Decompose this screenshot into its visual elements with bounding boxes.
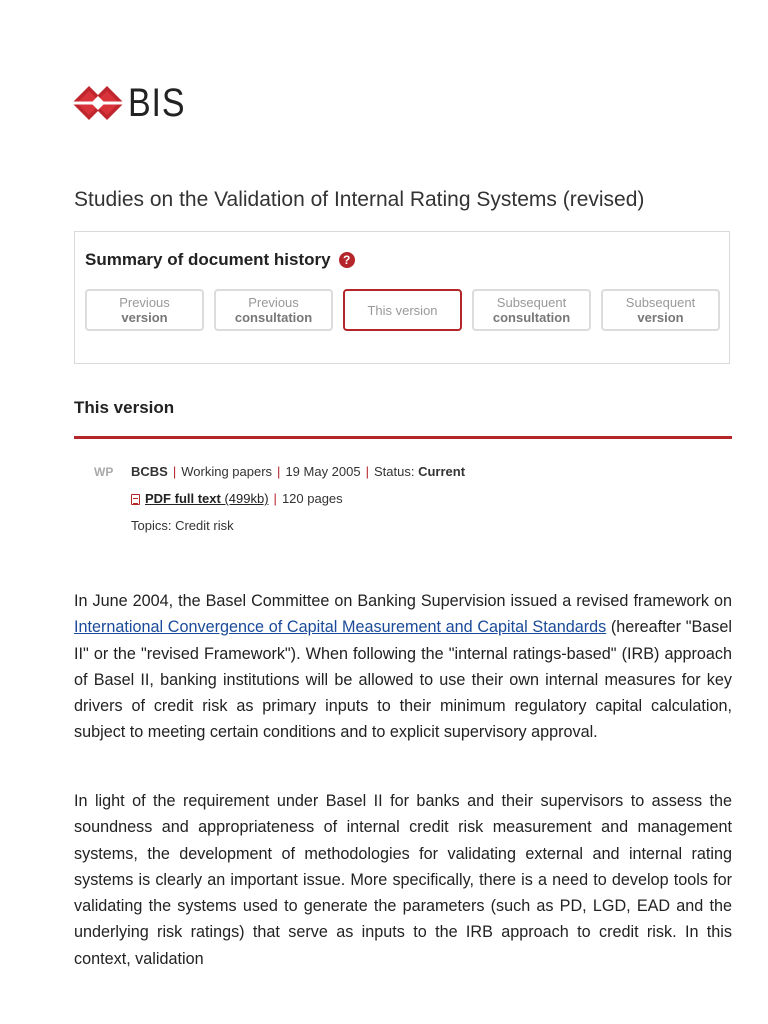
version-button-top: Previous: [248, 295, 299, 310]
separator: |: [365, 464, 369, 479]
version-button-top: This version: [367, 302, 438, 318]
version-button-bottom: consultation: [234, 310, 313, 325]
basel-framework-link[interactable]: International Convergence of Capital Measurement and Capital Standards: [74, 618, 607, 637]
bis-logo-text: BIS: [128, 81, 186, 125]
document-type-badge: WP: [94, 465, 114, 479]
meta-line-pdf: [131, 490, 611, 517]
status-label: Status:: [374, 464, 415, 479]
separator: |: [273, 491, 277, 506]
version-selector: [85, 289, 720, 331]
version-button-top: Subsequent: [625, 295, 696, 310]
page-count: 120 pages: [281, 491, 343, 506]
body-paragraph-1: [74, 588, 732, 746]
document-history-panel: [74, 231, 730, 364]
meta-line-topics: [131, 517, 611, 544]
version-button-bottom: version: [121, 310, 168, 325]
separator: |: [172, 464, 177, 479]
divider: [74, 436, 732, 439]
category[interactable]: Working papers: [181, 464, 273, 479]
version-button-bottom: version: [637, 310, 684, 325]
subsequent-version-button[interactable]: [601, 289, 720, 331]
publisher-link[interactable]: BCBS: [131, 464, 168, 479]
history-heading-label: Summary of document history: [85, 250, 331, 269]
help-icon[interactable]: ?: [339, 252, 355, 268]
previous-consultation-button[interactable]: [214, 289, 333, 331]
bis-logo-icon: [72, 86, 124, 120]
previous-version-button[interactable]: [85, 289, 204, 331]
pdf-download-link[interactable]: [145, 491, 269, 506]
version-button-top: Subsequent: [496, 295, 567, 310]
bis-logo[interactable]: [72, 81, 195, 125]
topics[interactable]: Topics: Credit risk: [131, 518, 234, 533]
version-button-bottom: consultation: [492, 310, 571, 325]
pdf-icon: [131, 494, 140, 505]
separator: |: [277, 464, 281, 479]
history-heading: [85, 250, 355, 270]
paragraph-text: (hereafter "Basel II" or the "revised Framework"). When following the "internal ratings-based" (IRB) approach of Basel II, banking institutions will be allowed to use their own internal measures for key drivers of credit risk as primary inputs to their minimum regulatory capital calculation, subject to meeting certain conditions and to explicit supervisory approval.: [74, 618, 732, 742]
pdf-size: (499kb): [224, 491, 269, 506]
version-button-top: Previous: [119, 295, 170, 310]
publication-date: 19 May 2005: [285, 464, 361, 479]
body-paragraph-2: In light of the requirement under Basel II for banks and their supervisors to assess the soundness and appropriateness of internal credit risk measurement and management systems, the development of methodologies for validating external and internal rating systems is clearly an important issue. More specifically, there is a need to develop tools for validating the systems used to generate the parameters (such as PD, LGD, EAD and the underlying risk ratings) that serve as inputs to the IRB approach to credit risk. In this context, validation: [74, 792, 732, 968]
paragraph-text: In June 2004, the Basel Committee on Banking Supervision issued a revised framework on: [74, 592, 732, 610]
section-heading: This version: [74, 398, 175, 417]
pdf-link-label: PDF full text: [145, 491, 221, 506]
meta-line-info: [131, 463, 611, 490]
this-version-button[interactable]: [343, 289, 462, 331]
page-title: Studies on the Validation of Internal Rating Systems (revised): [74, 188, 645, 211]
subsequent-consultation-button[interactable]: [472, 289, 591, 331]
status-value: Current: [418, 464, 466, 479]
meta-lines: [131, 463, 611, 544]
